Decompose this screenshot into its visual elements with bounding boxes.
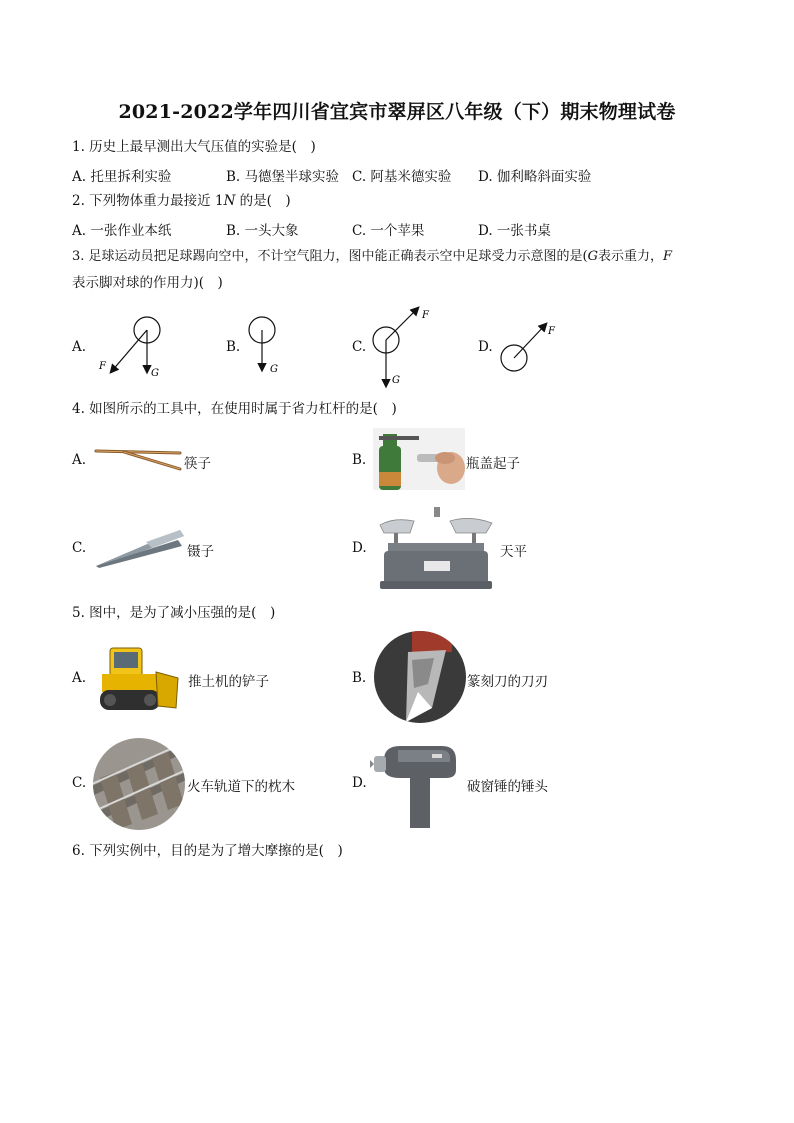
q5-label-window-hammer: 破窗锤的锤头 bbox=[467, 779, 548, 795]
railway-sleepers-image bbox=[92, 738, 186, 830]
chopsticks-image bbox=[94, 445, 184, 475]
q1-option-c[interactable]: C. 阿基米德实验 bbox=[352, 169, 452, 185]
q3b-g-label: G bbox=[270, 364, 278, 375]
q4-label-tweezers: 镊子 bbox=[187, 544, 214, 560]
carving-knife-image bbox=[372, 630, 468, 724]
q3-diagram-b bbox=[240, 312, 290, 382]
q4-option-a[interactable]: A. bbox=[72, 452, 87, 468]
q2-option-d[interactable]: D. 一张书桌 bbox=[478, 223, 551, 239]
q2-option-b[interactable]: B. 一头大象 bbox=[226, 223, 299, 239]
q2-stem-post: 的是( ) bbox=[235, 193, 291, 209]
question-4-stem: 4. 如图所示的工具中，在使用时属于省力杠杆的是( ) bbox=[72, 401, 397, 417]
q3-line1-b: 表示重力， bbox=[598, 249, 664, 264]
q5-option-c[interactable]: C. bbox=[72, 775, 87, 791]
page-title: 2021-2022学年四川省宜宾市翠屏区八年级（下）期末物理试卷 bbox=[118, 101, 676, 123]
q3-option-c[interactable]: C. bbox=[352, 339, 367, 355]
q3a-g-label: G bbox=[151, 368, 159, 379]
balance-scale-image bbox=[374, 503, 500, 591]
q5-option-b[interactable]: B. bbox=[352, 670, 367, 686]
q3c-g-label: G bbox=[392, 375, 400, 386]
q3-line1-f: F bbox=[663, 249, 673, 264]
q5-label-bulldozer: 推土机的铲子 bbox=[188, 674, 269, 690]
question-3-stem-line1 bbox=[72, 248, 672, 266]
q3-option-d[interactable]: D. bbox=[478, 339, 493, 355]
question-1-stem: 1. 历史上最早测出大气压值的实验是( ) bbox=[72, 139, 316, 155]
q4-option-c[interactable]: C. bbox=[72, 540, 87, 556]
bottle-opener-image bbox=[373, 428, 465, 490]
q3-diagram-d bbox=[490, 312, 570, 378]
q3-line1-g: G bbox=[587, 249, 598, 264]
q4-label-balance: 天平 bbox=[500, 544, 527, 560]
q4-label-chopsticks: 筷子 bbox=[184, 456, 211, 472]
question-3-stem-line2: 表示脚对球的作用力)( ) bbox=[72, 275, 223, 291]
q1-option-b[interactable]: B. 马德堡半球实验 bbox=[226, 169, 340, 185]
tweezers-image bbox=[94, 526, 186, 570]
q1-option-a[interactable]: A. 托里拆利实验 bbox=[72, 169, 172, 185]
question-6-stem: 6. 下列实例中，目的是为了增大摩擦的是( ) bbox=[72, 843, 343, 859]
q2-stem-pre: 2. 下列物体重力最接近 1 bbox=[72, 193, 224, 209]
q3-diagram-a bbox=[95, 312, 165, 382]
q5-label-carving-knife: 篆刻刀的刀刃 bbox=[467, 674, 548, 690]
q3-line1-a: 3. 足球运动员把足球踢向空中，不计空气阻力，图中能正确表示空中足球受力示意图的是( bbox=[72, 249, 588, 264]
q2-stem-unit: N bbox=[223, 193, 236, 209]
q2-option-a[interactable]: A. 一张作业本纸 bbox=[72, 223, 172, 239]
q3-option-a[interactable]: A. bbox=[72, 339, 87, 355]
window-hammer-image bbox=[370, 738, 466, 828]
bulldozer-image bbox=[96, 642, 180, 716]
q4-option-b[interactable]: B. bbox=[352, 452, 367, 468]
q3-diagram-c bbox=[362, 300, 442, 390]
q5-option-d[interactable]: D. bbox=[352, 775, 367, 791]
q4-option-d[interactable]: D. bbox=[352, 540, 367, 556]
q3-option-b[interactable]: B. bbox=[226, 339, 241, 355]
question-5-stem: 5. 图中，是为了减小压强的是( ) bbox=[72, 605, 276, 621]
q4-label-bottle-opener: 瓶盖起子 bbox=[466, 456, 520, 472]
q3a-f-label: F bbox=[99, 361, 106, 372]
q3c-f-label: F bbox=[422, 310, 429, 321]
question-2-stem bbox=[72, 192, 291, 210]
q5-label-railway-sleepers: 火车轨道下的枕木 bbox=[187, 779, 295, 795]
q1-option-d[interactable]: D. 伽利略斜面实验 bbox=[478, 169, 592, 185]
q3d-f-label: F bbox=[548, 326, 555, 337]
q2-option-c[interactable]: C. 一个苹果 bbox=[352, 223, 425, 239]
q5-option-a[interactable]: A. bbox=[72, 670, 87, 686]
